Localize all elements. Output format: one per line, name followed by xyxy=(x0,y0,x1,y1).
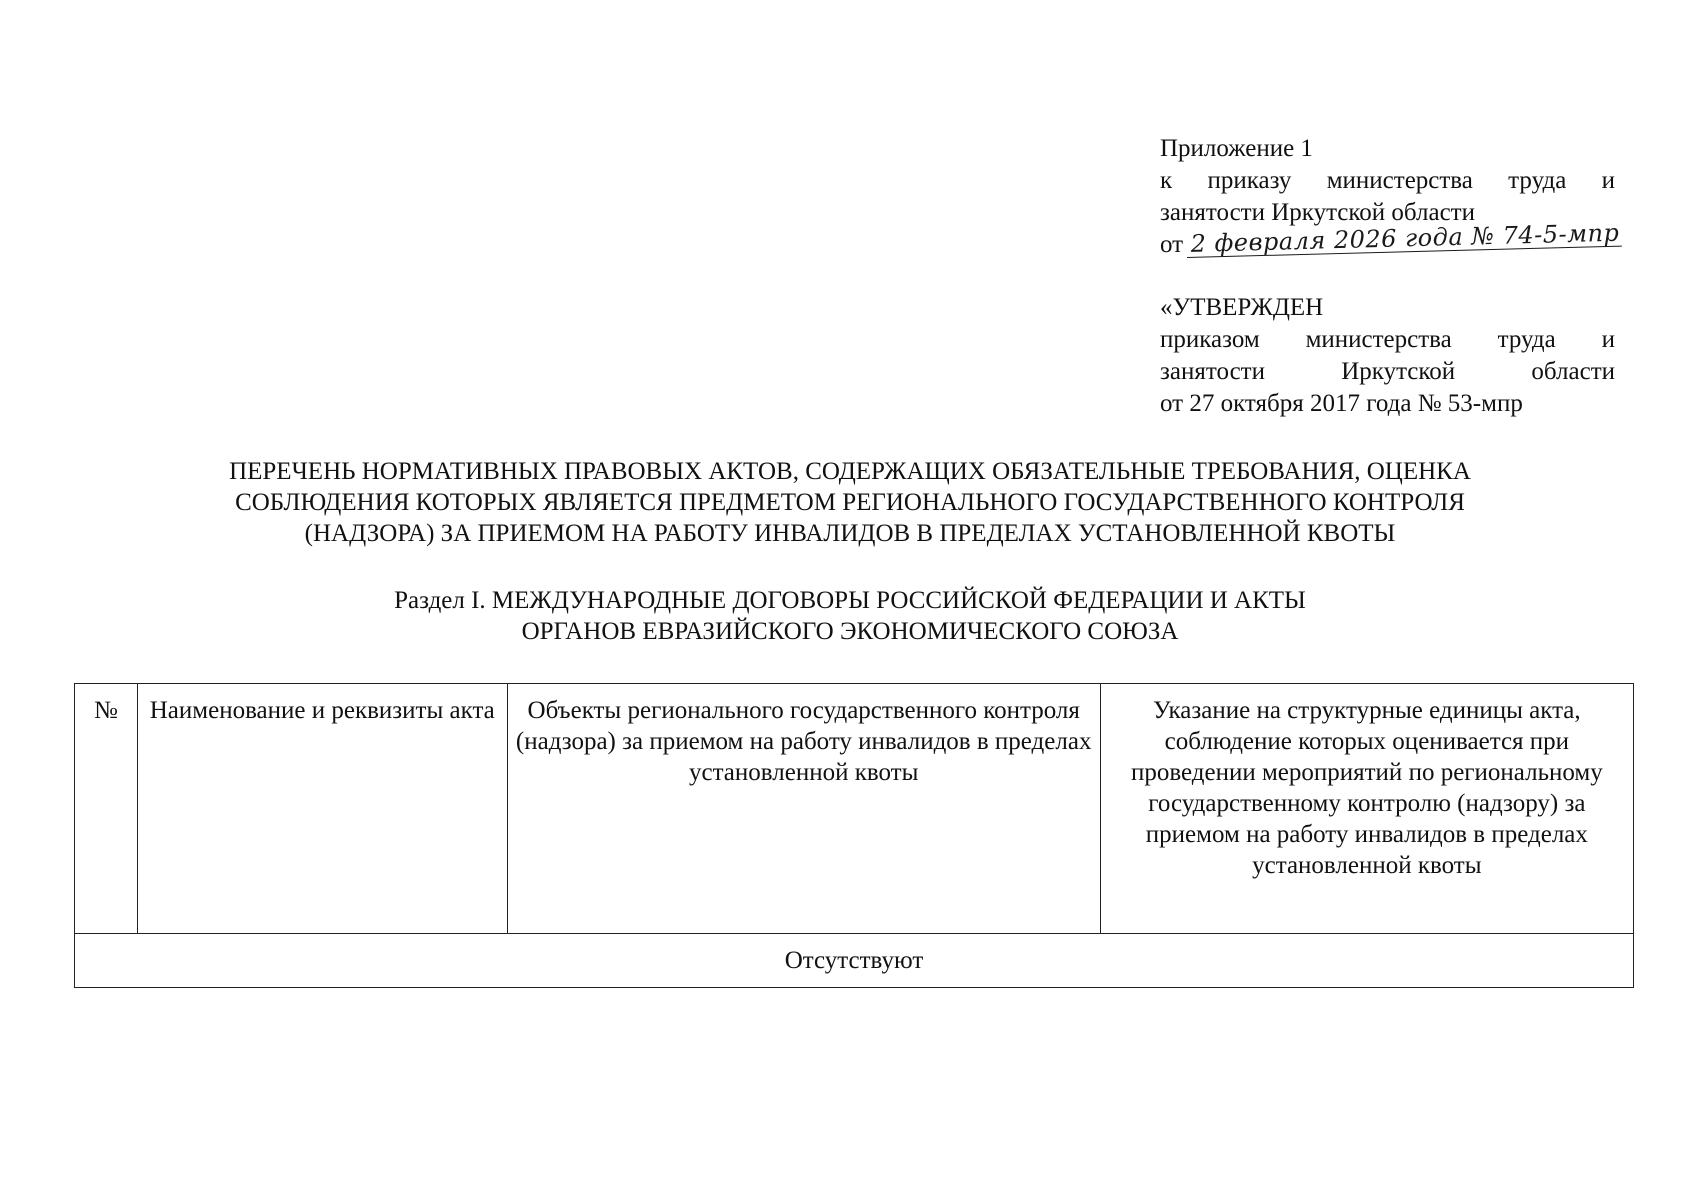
approved-ministry: занятости Иркутской области xyxy=(1160,358,1615,385)
document-title xyxy=(100,456,1600,549)
acts-table xyxy=(74,683,1634,988)
approved-order-date: от 27 октября 2017 года № 53-мпр xyxy=(1160,390,1523,417)
appendix-order-date-line xyxy=(1160,218,1620,261)
document-title-line: СОБЛЮДЕНИЯ КОТОРЫХ ЯВЛЯЕТСЯ ПРЕДМЕТОМ РЕГИОНАЛЬНОГО ГОСУДАРСТВЕННОГО КОНТРОЛЯ xyxy=(235,489,1465,516)
appendix-block xyxy=(1160,133,1620,261)
approved-order-ref: приказом министерства труда и xyxy=(1160,326,1615,353)
table-header-row xyxy=(75,684,1634,934)
appendix-ministry: занятости Иркутской области xyxy=(1160,199,1475,226)
table-row xyxy=(75,934,1634,988)
handwritten-order-date: 2 февраля 2026 года № 74-5-мпр xyxy=(1186,220,1621,258)
header-structural-units: Указание на структурные единицы акта, соблюдение которых оценивается при проведении мероприятий по региональному государственному контролю (надзору) за приемом на работу инвалидов в пределах установленной квоты xyxy=(1100,684,1633,934)
document-title-line: (НАДЗОРА) ЗА ПРИЕМОМ НА РАБОТУ ИНВАЛИДОВ В ПРЕДЕЛАХ УСТАНОВЛЕННОЙ КВОТЫ xyxy=(304,520,1396,547)
approved-block xyxy=(1160,292,1615,420)
header-number: № xyxy=(75,684,138,934)
header-control-objects: Объекты регионального государственного контроля (надзора) за приемом на работу инвалидов в пределах установленной квоты xyxy=(507,684,1100,934)
empty-row-text: Отсутствуют xyxy=(75,934,1634,988)
appendix-from-label: от xyxy=(1160,231,1184,258)
approved-heading: «УТВЕРЖДЕН xyxy=(1160,294,1324,321)
section-title xyxy=(100,585,1600,647)
header-act-name: Наименование и реквизиты акта xyxy=(137,684,507,934)
document-title-line: ПЕРЕЧЕНЬ НОРМАТИВНЫХ ПРАВОВЫХ АКТОВ, СОДЕРЖАЩИХ ОБЯЗАТЕЛЬНЫЕ ТРЕБОВАНИЯ, ОЦЕНКА xyxy=(229,458,1471,485)
section-title-line: Раздел I. МЕЖДУНАРОДНЫЕ ДОГОВОРЫ РОССИЙСКОЙ ФЕДЕРАЦИИ И АКТЫ xyxy=(394,587,1306,614)
section-title-line: ОРГАНОВ ЕВРАЗИЙСКОГО ЭКОНОМИЧЕСКОГО СОЮЗА xyxy=(521,618,1179,645)
appendix-order-ref: к приказу министерства труда и xyxy=(1160,167,1615,194)
appendix-title: Приложение 1 xyxy=(1160,135,1313,162)
